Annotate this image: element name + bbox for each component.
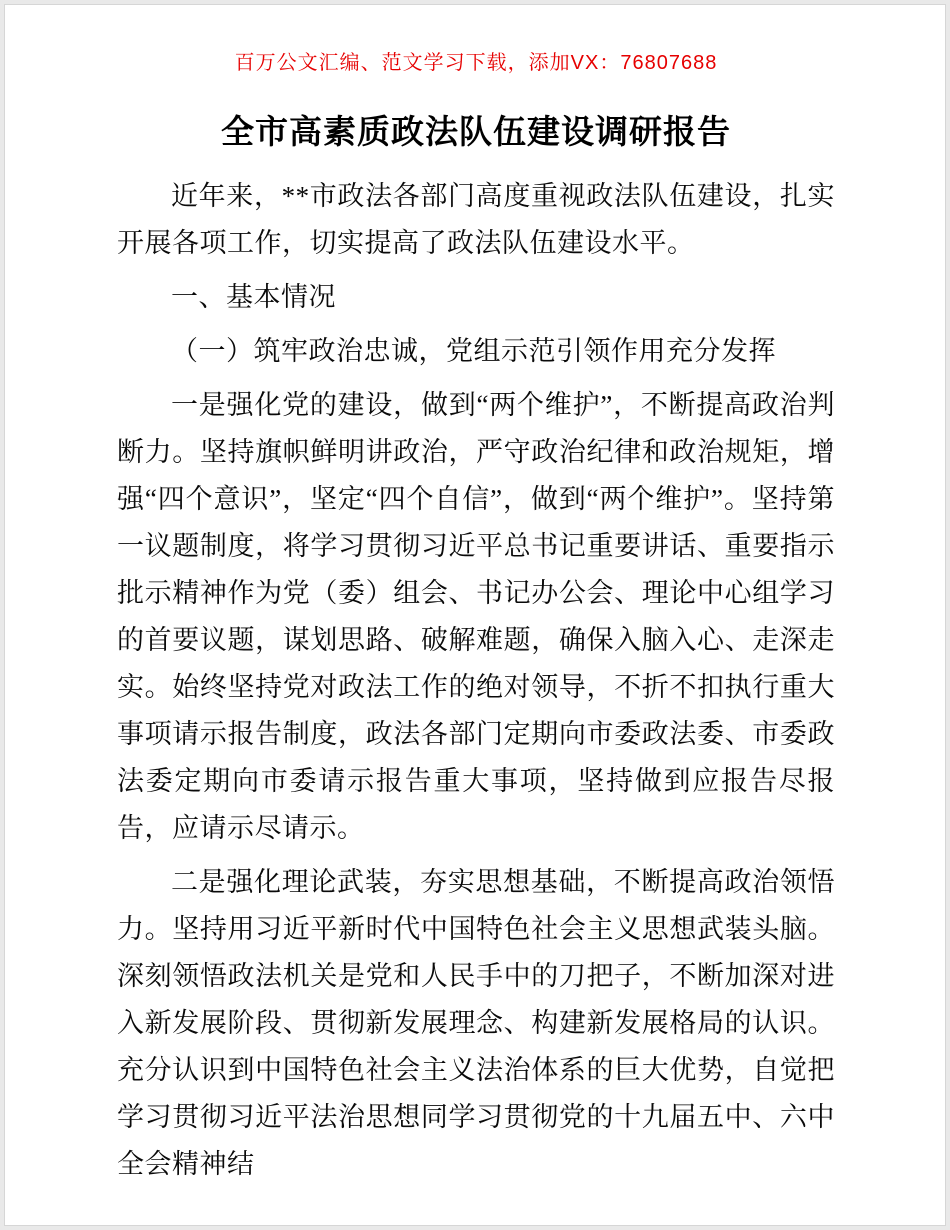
document-page: [4, 4, 946, 1226]
section-heading-basic-situation: 一、基本情况: [171, 282, 336, 312]
document-title: 全市高素质政法队伍建设调研报告: [221, 115, 731, 151]
paragraph-theory-arming: 二是强化理论武装，夯实思想基础，不断提高政治领悟力。坚持用习近平新时代中国特色社会主义思想武装头脑。深刻领悟政法机关是党和人民手中的刀把子，不断加深对进入新发展阶段、贯彻新发展理念、构建新发展格局的认识。充分认识到中国特色社会主义法治体系的巨大优势，自觉把学习贯彻习近平法治思想同学习贯彻党的十九届五中、六中全会精神结: [117, 867, 835, 1179]
header-notice: 百万公文汇编、范文学习下载，添加VX：76807688: [234, 52, 718, 74]
paragraph-intro: 近年来，**市政法各部门高度重视政法队伍建设，扎实开展各项工作，切实提高了政法队伍建设水平。: [117, 181, 835, 258]
sub-heading-political-loyalty: （一）筑牢政治忠诚，党组示范引领作用充分发挥: [171, 336, 776, 366]
paragraph-party-building: 一是强化党的建设，做到“两个维护”，不断提高政治判断力。坚持旗帜鲜明讲政治，严守政治纪律和政治规矩，增强“四个意识”，坚定“四个自信”，做到“两个维护”。坚持第一议题制度，将学习贯彻习近平总书记重要讲话、重要指示批示精神作为党（委）组会、书记办公会、理论中心组学习的首要议题，谋划思路、破解难题，确保入脑入心、走深走实。始终坚持党对政法工作的绝对领导，不折不扣执行重大事项请示报告制度，政法各部门定期向市委政法委、市委政法委定期向市委请示报告重大事项，坚持做到应报告尽报告，应请示尽请示。: [117, 390, 835, 843]
